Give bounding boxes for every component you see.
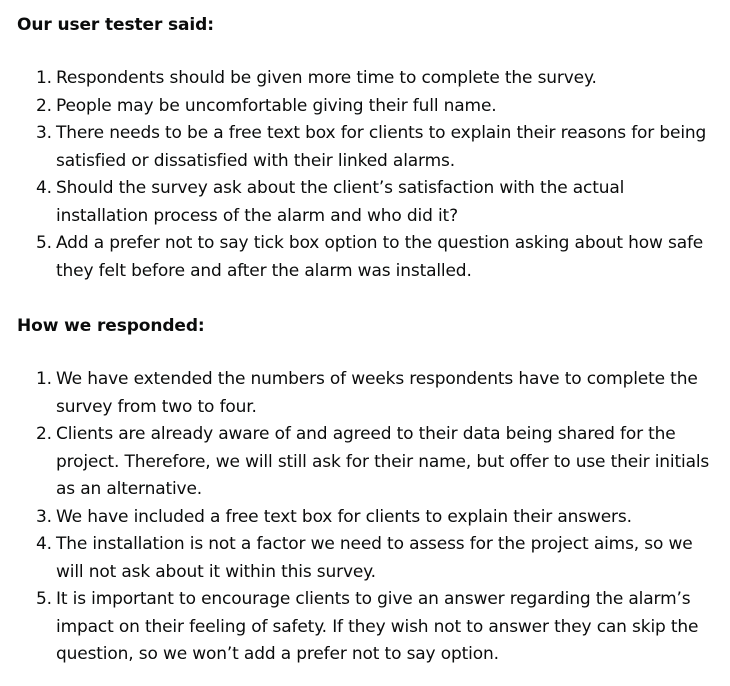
list-item	[17, 175, 716, 230]
list-number: 3.	[36, 123, 52, 143]
list-item	[17, 421, 716, 504]
list-number: 2.	[36, 95, 52, 116]
list-item	[17, 230, 716, 285]
list-number: 5.	[36, 589, 52, 609]
list-item	[17, 65, 716, 93]
list-item	[17, 93, 716, 121]
list-number: 4.	[36, 534, 52, 554]
response-list	[17, 366, 716, 669]
list-text: There needs to be a free text box for clients to explain their reasons for being satisfied or dissatisfied with their linked alarms.	[56, 123, 707, 171]
list-number: 5.	[36, 233, 52, 253]
list-text: The installation is not a factor we need to assess for the project aims, so we will not ask about it within this survey.	[56, 534, 693, 582]
list-text: Respondents should be given more time to complete the survey.	[56, 68, 597, 88]
list-text: It is important to encourage clients to give an answer regarding the alarm’s impact on their feeling of safety. If they wish not to answer they can skip the question, so we won’t add a prefer not to say option.	[56, 589, 699, 664]
list-item	[17, 366, 716, 421]
tester-list	[17, 65, 716, 285]
list-number: 2.	[36, 424, 52, 444]
list-number: 1.	[36, 369, 52, 389]
tester-heading: Our user tester said:	[17, 15, 214, 35]
list-text: People may be uncomfortable giving their full name.	[56, 95, 497, 116]
list-item	[17, 586, 716, 669]
list-number: 3.	[36, 506, 52, 527]
list-item	[17, 120, 716, 175]
list-text: We have included a free text box for clients to explain their answers.	[56, 506, 632, 527]
list-number: 4.	[36, 178, 52, 198]
list-text: We have extended the numbers of weeks respondents have to complete the survey from two to four.	[56, 369, 698, 417]
list-number: 1.	[36, 68, 52, 88]
response-heading: How we responded:	[17, 316, 205, 336]
list-item	[17, 531, 716, 586]
list-item	[17, 504, 716, 532]
list-text: Add a prefer not to say tick box option to the question asking about how safe they felt before and after the alarm was installed.	[56, 233, 704, 281]
list-text: Clients are already aware of and agreed to their data being shared for the project. Therefore, we will still ask for their name, but offer to use their initials as an alternative.	[56, 424, 710, 499]
list-text: Should the survey ask about the client’s satisfaction with the actual installation process of the alarm and who did it?	[56, 178, 625, 226]
